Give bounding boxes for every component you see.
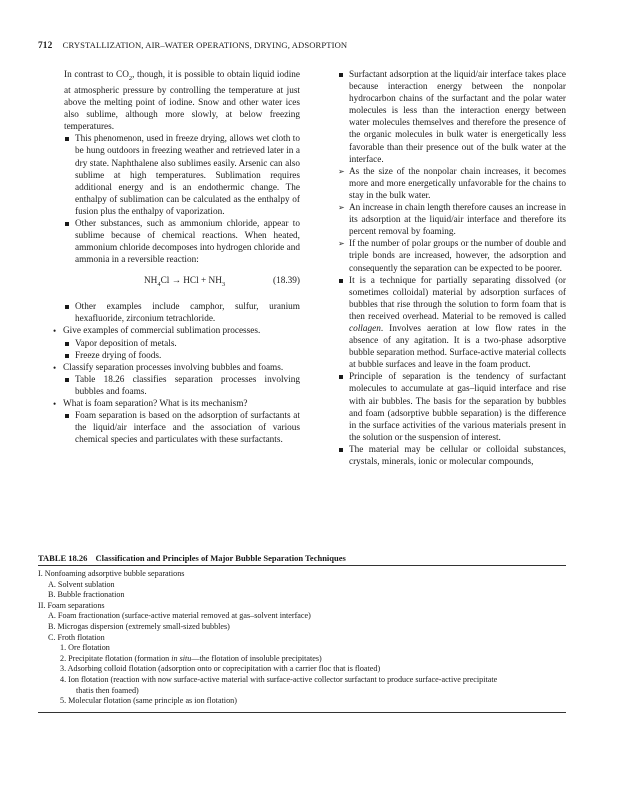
table-row: B. Bubble fractionation	[48, 590, 125, 600]
square-bullet-icon	[65, 342, 69, 346]
square-bullet-icon	[339, 73, 343, 77]
round-bullet-icon: •	[53, 399, 57, 410]
table-row: B. Microgas dispersion (extremely small-sized bubbles)	[48, 621, 230, 631]
table-row: A. Solvent sublation	[48, 579, 115, 589]
classification-table	[38, 569, 578, 707]
bullet-principle: Principle of separation is the tendency of surfactant molecules to accumulate at gas–liquid interface and rise with air bubbles. The basis for the separation by bubbles and foam (adsorptive bubble separation) is the difference in the surface activities of the various materials present in the solution or the suspension of interest.	[338, 371, 566, 444]
square-bullet-icon	[339, 448, 343, 452]
table-row-continuation: thatis then foamed)	[76, 685, 139, 695]
table-row: 1. Ore flotation	[60, 643, 110, 653]
table-row: 3. Adsorbing colloid flotation (adsorption onto or coprecipitation with a carrier floc that is floated)	[60, 664, 381, 674]
right-column	[338, 69, 566, 468]
table-caption	[38, 553, 354, 563]
question-foam-separation: • What is foam separation? What is its mechanism?	[53, 399, 248, 410]
bullet-vapor-deposition: Vapor deposition of metals.	[64, 338, 300, 350]
round-bullet-icon: •	[53, 326, 57, 337]
question-commercial-sublimation: • Give examples of commercial sublimation processes.	[53, 326, 261, 337]
table-title: Classification and Principles of Major Bubble Separation Techniques	[95, 553, 346, 563]
round-bullet-icon: •	[53, 362, 57, 373]
table-row: 5. Molecular flotation (same principle as ion flotation)	[60, 696, 237, 706]
sub-bullet-polar-groups: ➢ If the number of polar groups or the number of double and triple bonds are increased, however, the adsorption and consequently the separation can be expected to be poorer.	[338, 239, 566, 274]
arrow-bullet-icon: ➢	[338, 166, 345, 176]
bullet-table-reference: Table 18.26 classifies separation processes involving bubbles and foams.	[64, 374, 300, 398]
bullet-freeze-drying-foods: Freeze drying of foods.	[64, 350, 300, 362]
equation-body: $NH_4Cl$ → HCl + $NH_3$	[144, 276, 226, 289]
page-header	[38, 40, 347, 51]
square-bullet-icon	[339, 279, 343, 283]
arrow-bullet-icon: ➢	[338, 203, 345, 213]
table-label: TABLE 18.26	[38, 553, 88, 563]
bullet-other-substances: Other substances, such as ammonium chloride, appear to sublime because of chemical reactions. When heated, ammonium chloride decomposes into hydrogen chloride and ammonia in a reversible reaction:	[64, 218, 300, 266]
bullet-other-examples: Other examples include camphor, sulfur, uranium hexafluoride, zirconium tetrachloride.	[64, 301, 300, 325]
square-bullet-icon	[65, 354, 69, 358]
square-bullet-icon	[65, 378, 69, 382]
equation-18-39	[64, 266, 300, 301]
square-bullet-icon	[65, 305, 69, 309]
left-column	[53, 69, 300, 446]
sub-bullet-chain-size: ➢ As the size of the nonpolar chain increases, it becomes more and more energetically unfavorable for the chains to stay in the bulk water.	[338, 166, 566, 201]
table-top-rule	[38, 565, 566, 566]
bullet-technique: It is a technique for partially separating dissolved (or sometimes colloidal) material by adsorption surfaces of bubbles that rise through the solution to form foam that is then received overhead. Material to be removed is called collagen. Involves aeration at low flow rates in the absence of any agitation. It is a two-phase adsorptive bubble separation method. Surface-active material collects at bubble surfaces and leave in the foam product.	[338, 275, 566, 372]
equation-number: (18.39)	[273, 276, 300, 287]
arrow-bullet-icon: ➢	[338, 239, 345, 249]
running-title: CRYSTALLIZATION, AIR–WATER OPERATIONS, DRYING, ADSORPTION	[62, 40, 348, 50]
table-row: II. Foam separations	[38, 600, 105, 610]
question-classify: • Classify separation processes involving bubbles and foams.	[53, 362, 284, 373]
table-row: I. Nonfoaming adsorptive bubble separations	[38, 569, 185, 578]
intro-paragraph: In contrast to $CO_2$, though, it is possible to obtain liquid iodine at atmospheric pressure by controlling the temperature at just above the melting point of iodine. Snow and other water ices also sublime, although more slowly, at below freezing temperatures.	[64, 70, 300, 133]
bullet-surfactant-adsorption: Surfactant adsorption at the liquid/air interface takes place because interaction energy between the nonpolar hydrocarbon chains of the surfactant and the polar water molecules is less than the interaction energy between water molecules themselves and therefore the presence of the organic molecules in bulk water is energetically less favorable than their presence out of the bulk water at the interface.	[338, 69, 566, 166]
sub-bullet-chain-length: ➢ An increase in chain length therefore causes an increase in its adsorption at the liquid/air interface and therefore its percent removal by foaming.	[338, 203, 566, 238]
table-row: 2. Precipitate flotation (formation in situ—the flotation of insoluble precipitates)	[60, 653, 322, 663]
table-row: 4. Ion flotation (reaction with now surface-active material with surface-active collector surfactant to produce surface-active precipitate	[60, 674, 498, 684]
bullet-material: The material may be cellular or colloidal substances, crystals, minerals, ionic or molecular compounds,	[338, 444, 566, 468]
table-bottom-rule	[38, 712, 566, 713]
table-row: A. Foam fractionation (surface-active material removed at gas–solvent interface)	[48, 611, 311, 621]
bullet-freeze-drying: This phenomenon, used in freeze drying, allows wet cloth to be hung outdoors in freezing weather and retrieved later in a dry state. Naphthalene also sublimes easily. Arsenic can also sublime at high temperatures. Sublimation requires additional energy and is an endothermic change. The enthalpy of sublimation can be calculated as the enthalpy of fusion plus the enthalpy of vaporization.	[64, 133, 300, 218]
square-bullet-icon	[339, 375, 343, 379]
square-bullet-icon	[65, 414, 69, 418]
square-bullet-icon	[65, 137, 69, 141]
table-row: C. Froth flotation	[48, 632, 105, 642]
page-number: 712	[38, 41, 53, 51]
bullet-foam-separation: Foam separation is based on the adsorption of surfactants at the liquid/air interface and the association of various chemical species and particulates with these surfactants.	[64, 410, 300, 446]
square-bullet-icon	[65, 222, 69, 226]
